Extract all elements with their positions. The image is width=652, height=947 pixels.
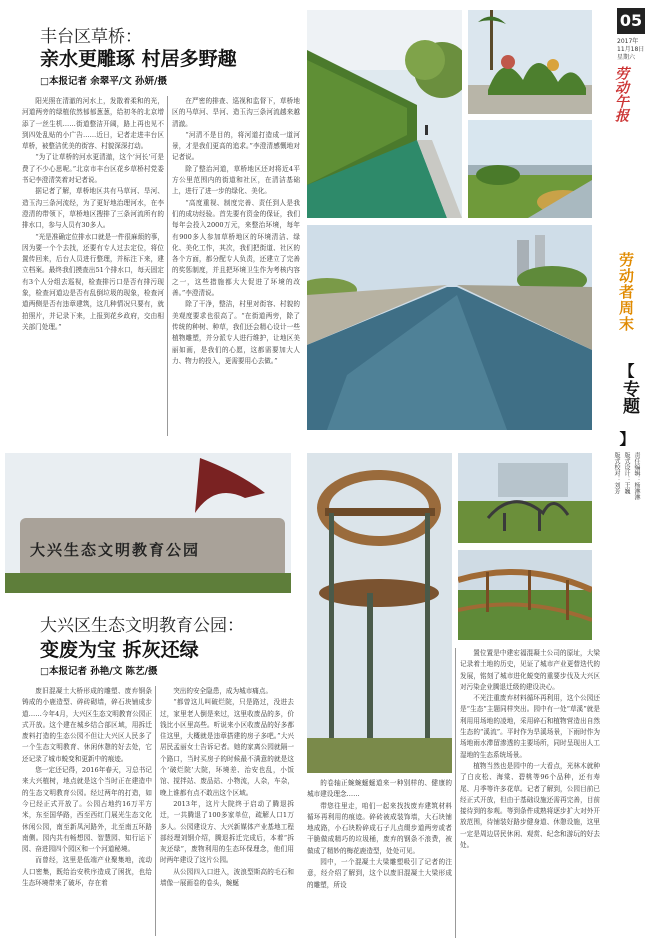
topic-bracket-close: 】 — [619, 430, 635, 448]
story2-kicker: 大兴区生态文明教育公园： — [40, 616, 244, 636]
date-weekday: 星期六 — [617, 54, 636, 61]
paragraph: 带您往里走，咱们一起来找找废弃建筑材料循环再利用的痕迹。碎砖被成装饰墙，大石块铺地成路，小石块粉碎成石子儿点缀步道两旁或者干脆做成精巧的垃圾桶，废弃的钢条不浪费，被做成了精妙的梅花鹿造型，处处可见。 — [307, 801, 452, 855]
photo-green-wall-path — [307, 10, 462, 218]
paragraph: 园中，一个混凝土大梁雕塑吸引了记者的注意，经介绍了解到，这个以废旧混凝土大梁形成的雕塑，所设 — [307, 858, 452, 889]
photo-riverside-garden — [468, 120, 592, 218]
paragraph: 废旧混凝土大桥形成的雕塑、废弃钢条铸成的小鹿造型、碎砖砌墙，碎石块铺成步道……今年4月，大兴区生态文明教育公园正式开放。这个建在城乡结合部区域，用拆迁废料打造的生态公园不但让大兴区人民多了一个生态文明教育、休闲休憩的好去处，它还记录了城市蜕变和更新中的痕迹。 — [22, 687, 152, 763]
story1-column-1 — [22, 96, 164, 441]
dateline — [617, 38, 649, 62]
paragraph: 从公园四入口进入，波浪型斯高的毛石和墙像一展画卷的卷头，蜿蜒 — [160, 867, 294, 888]
credit-designer: 版式设计：王巍 — [623, 452, 630, 494]
date-day: 11月18日 — [617, 46, 645, 53]
paragraph: 2013年，这片大院终于启动了腾退拆迁，一共腾退了100多家单位，疏解人口1万多人。公园建设方、大兴新媒体产业基地工程部经理刘钢介绍，腾退拆迁完成后，本着“拆灰还绿”，废物利用的生态环保理念，他们用时两年建设了这片公园。 — [160, 799, 294, 865]
paragraph: “河清不是目的，将河道打造成一道河景，才是我们更高的追求。”李澄清感慨地对记者说。 — [172, 130, 300, 162]
credits — [612, 452, 641, 524]
photo-deer-sculpture — [458, 453, 592, 543]
paragraph: “为了让草桥的河水更清澈，这个‘河长’可是费了不少心思呢。”北京市丰台区花乡草桥村党委书记李澄清笑着对记者说。 — [22, 153, 164, 185]
paragraph: 除了干净，整洁，村里对街容、村貌的美观度要求也很高了。“在街道两旁，除了传统的种树、种草，我们还会精心设计一些植物雕塑，并分派专人进行维护，让地区美丽如画，是我们的心愿，这都需要加大人力、物力的投入，更需要用心去做。” — [172, 300, 300, 365]
story2-column-2 — [160, 686, 294, 942]
story2-byline: □本报记者 孙艳/文 陈艺/摄 — [40, 666, 158, 677]
story1-kicker: 丰台区草桥： — [40, 27, 142, 47]
column-divider — [455, 648, 456, 938]
paragraph: 植物当然也是园中的一大看点，光林木就种了白皮松、海棠、碧桃等96个品种，还有寿尾、月季等许多花草。记者了解到，公园目前已经正式开放，但由于基础设施还需再完善，目前接待到的参观。等到条件成熟将逐步扩大对外开放范围，待铺装好路步健身道、休憩设施，这里一定是周边居民休闲、观赏、纪念和游玩的好去处。 — [460, 761, 600, 850]
paragraph: “高度重视、制度完善、责任到人是我们的成功经验。首先要有资金的保证，我们每年会投入2000万元，来整治环境，每年有900多人参加草桥地区的环境清洁、绿化、美化工作，其次，我们把街道、社区的各个方面，都分配专人负责，还建立了完善的奖惩制度，并且把环境卫生作为考核内容之一，这些措施都大大促进了环境的改善。”李澄清说。 — [172, 198, 300, 298]
credit-proofreader: 版式校对：刘芳 — [613, 452, 620, 494]
story2-column-1 — [22, 686, 152, 942]
credit-editor: 责任编辑：杨淋淋 — [633, 452, 640, 500]
paragraph: 阳光照在清澈的河水上，发散着柔和的光，河道两旁的绿植依然郁郁葱葱，给初冬的北京增添了一丝生机……街道整洁开阔，路上再也见不到四处乱贴的小广告……近日，记者走进丰台区草桥，被整洁优美的街容、村貌深深打动。 — [22, 97, 164, 151]
newspaper-logo: 劳动午报 — [613, 66, 629, 122]
page-number: 05 — [617, 8, 645, 34]
story1-headline: 亲水更雕琢 村居多野趣 — [40, 48, 237, 70]
topic-bracket-open: 【 — [619, 362, 635, 380]
paragraph: “光是准确定位排水口就是一件很麻烦的事，因为要一个个去找，还要有专人过去定位，将位置传回来，后台人员进行整理，并标注下来，建立档案。最终我们摸查出51个排水口，每天固定有3个人分组去巡视，检查排污口是否有排污现象，检查河道边是否有乱倒垃圾的现象，检查河道两侧是否有违章建筑，这几种情况只要有，就拍照片，并记录下来，上报到花乡政府，交由相关部门处理。” — [22, 232, 164, 331]
paragraph: 突出的安全隐患，成为城市痛点。 — [173, 687, 273, 695]
story2-headline: 变废为宝 拆灰还绿 — [40, 639, 199, 661]
photo-observation-tower — [307, 453, 452, 773]
story2-column-4 — [460, 648, 600, 942]
photo-park-entrance-sign — [5, 453, 291, 593]
photo-canal-river — [307, 225, 592, 430]
story1-byline: □本报记者 余翠平/文 孙妍/摄 — [40, 76, 168, 87]
paragraph: 的卷轴正蜿蜿蜒蜒道来一种别样的、健康的城市建设理念…… — [307, 779, 452, 799]
story1-column-2 — [172, 96, 300, 441]
park-sign-text: 大兴生态文明教育公园 — [30, 541, 201, 559]
date-year: 2017年 — [617, 38, 639, 45]
paragraph: 您一定还记得，2016年春天，习总书记来大兴植树，地点就是这个当时正在建造中的生态文明教育公园。经过两年的打造，如今已经正式开放了。公园占地约16万平方米，东至国华路，西至西红门展光生态文化休闲公园，南至新凤河路外，北至南五环路南侧。园内共有畅想园、智慧园、知行运下园、奋进园四个园区和一个河道秘境。 — [22, 766, 152, 854]
paragraph: 而曾经，这里是低端产业聚集地，流动人口密集，既给治安秩序造成了困扰，也给生态环境带来了破坏，存在着 — [22, 856, 152, 888]
photo-wooden-bridge — [458, 550, 592, 640]
topic-label: 专题 — [619, 380, 639, 414]
paragraph: 不光注重废弃材料循环再利用，这个公园还是“生态”主题同样突出。园中有一处“草溪”就是利用用场地的凌地，采用碎石和植物营造出自然生态的“溪流”。平时作为旱溪场景，下雨时作为场地雨水滞留渗透的主要场所，同时呈现出人工湿地的生态系统场景。 — [460, 694, 600, 759]
paragraph: 在严密的排查、巡视和监督下，草桥地区的马草河、旱河、造玉沟三条河流越来越清澈。 — [172, 97, 300, 128]
column-divider — [167, 96, 168, 436]
paragraph: 置位置是中建宏福混凝土公司的原址，大梁记录着土地的历史，见证了城市产业更替迭代的发展，铭刻了城市进化蜕变的重要步伐及大兴区对污染企业腾退迁级的建设决心。 — [460, 649, 600, 691]
paragraph: 除了整治河道，草桥地区还对将近4平方公里范围内的街道和社区，在清洁基础上，进行了进一步的绿化、美化。 — [172, 164, 300, 196]
column-divider — [155, 686, 156, 936]
story2-column-3 — [307, 778, 452, 943]
paragraph: “都曾这儿叫破烂院，只是路过，没进去过，家里老人倒是来过，这里收废品的多，价钱比小区里高些。听说来小区收废品的好多都住这里，大概就是违章搭建的房子多吧。”大兴居民孟丽女士告诉记者。她的家离公园就隔一个路口，当时买房子的时候最不满意的就是这个‘破烂院’大院，环境差、治安也乱，小饭馆、搅拌站、废品站、小物流，人杂，车杂，晚上谁都有点不敢出这个区域。 — [160, 698, 294, 797]
paragraph: 据记者了解，草桥地区共有马草河、旱河、造玉沟三条河流经，为了更好地治理河水，在李澄清的带领下，草桥地区搜排了三条河流所有的排水口，参与人员有30多人。 — [22, 187, 164, 230]
photo-plant-sculpture — [468, 10, 592, 114]
section-title: 劳动者周末 — [617, 252, 635, 332]
